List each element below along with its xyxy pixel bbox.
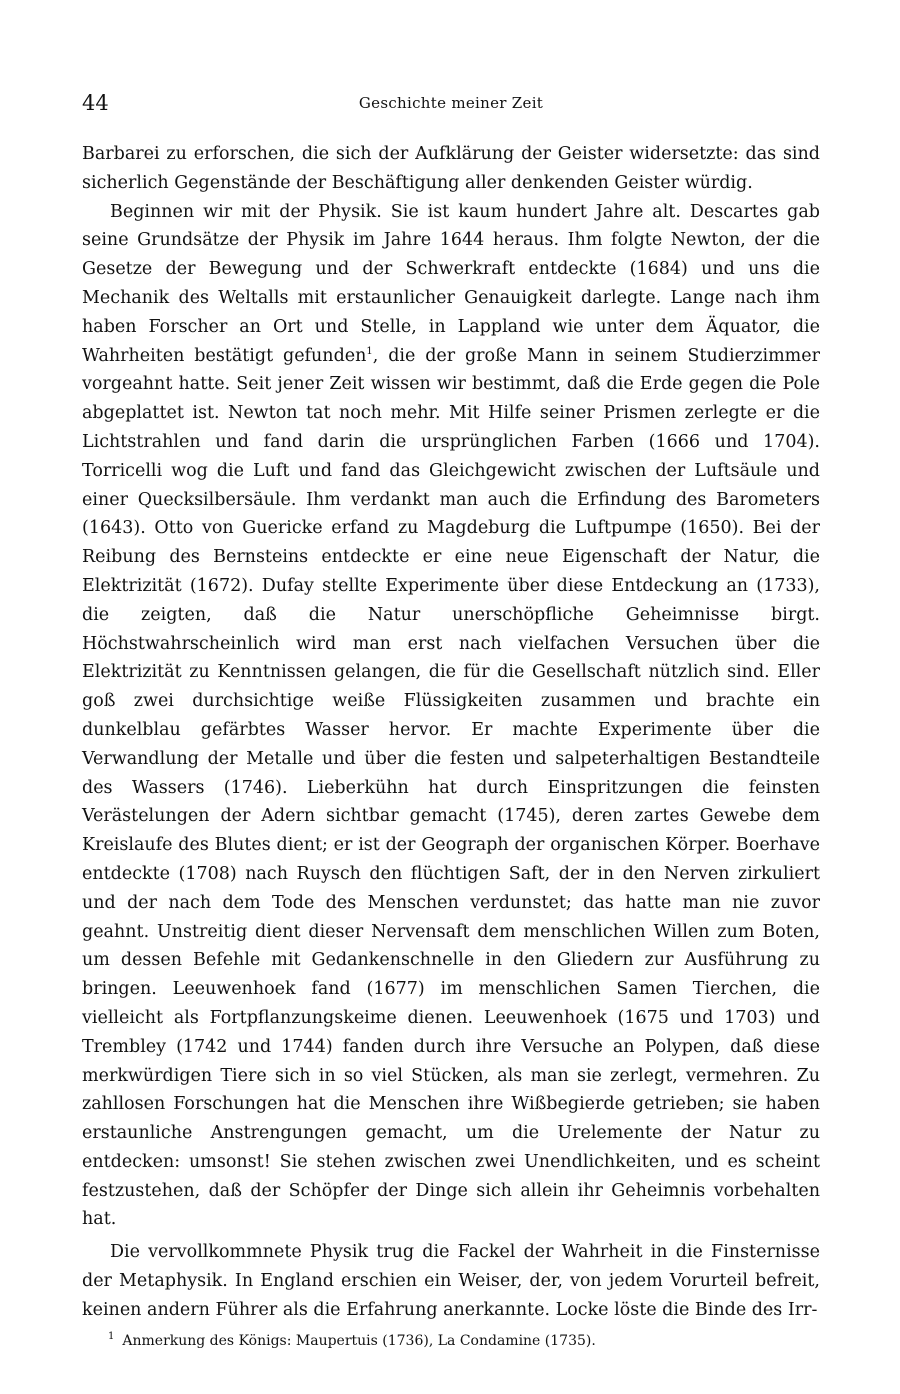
paragraph-continuation: Barbarei zu erforschen, die sich der Aufklärung der Geister widersetzte: das sind sicherlich Gegenstände der Beschäftigung aller denkenden Geister würdig. bbox=[82, 144, 820, 193]
footnote-marker: 1 bbox=[108, 1331, 115, 1343]
paragraph-physics bbox=[82, 198, 820, 1235]
running-title: Geschichte meiner Zeit bbox=[358, 94, 544, 112]
footnote-reference: 1 bbox=[366, 345, 373, 357]
running-head bbox=[82, 88, 820, 118]
page-number: 44 bbox=[82, 91, 109, 115]
paragraph-metaphysics: Die vervollkommnete Physik trug die Fackel der Wahrheit in die Finsternisse der Metaphysik. In England erschien ein Weiser, der, von jedem Vorurteil befreit, keinen andern Führer als die Erfahrung anerkannte. Locke löste die Binde des Irr- bbox=[82, 1242, 820, 1320]
paragraph-text-after-footnote: , die der große Mann in seinem Studierzimmer vorgeahnt hatte. Seit jener Zeit wissen wir bestimmt, daß die Erde gegen die Pole abgeplattet ist. Newton tat noch mehr. Mit Hilfe seiner Prismen zerlegte er die Lichtstrahlen und fand darin die ursprünglichen Farben (1666 und 1704). Torricelli wog die Luft und fand das Gleichgewicht zwischen der Luftsäule und einer Quecksilbersäule. Ihm verdankt man auch die Erfindung des Barometers (1643). Otto von Guericke erfand zu Magdeburg die Luftpumpe (1650). Bei der Reibung des Bernsteins entdeckte er eine neue Eigenschaft der Natur, die Elektrizität (1672). Dufay stellte Experimente über diese Entdeckung an (1733), die zeigten, daß die Natur unerschöpfliche Geheimnisse birgt. Höchstwahrscheinlich wird man erst nach vielfachen Versuchen über die Elektrizität zu Kenntnissen gelangen, die für die Gesellschaft nützlich sind. Eller goß zwei durchsichtige weiße Flüssigkeiten zusammen und brachte ein dunkelblau gefärbtes Wasser hervor. Er machte Experimente über die Verwandlung der Metalle und über die festen und salpeterhaltigen Bestandteile des Wassers (1746). Lieberkühn hat durch Einspritzungen die feinsten Verästelungen der Adern sichtbar gemacht (1745), deren zartes Gewebe dem Kreislaufe des Blutes dient; er ist der Geograph der organischen Körper. Boerhave entdeckte (1708) nach Ruysch den flüchtigen Saft, der in den Nerven zirkuliert und der nach dem Tode des Menschen verdunstet; das hatte man nie zuvor geahnt. Unstreitig dient dieser Nervensaft dem menschlichen Willen zum Boten, um dessen Befehle mit Gedankenschnelle in den Gliedern zur Ausführung zu bringen. Leeuwenhoek fand (1677) im menschlichen Samen Tierchen, die vielleicht als Fortpflanzungskeime dienen. Leeuwenhoek (1675 und 1703) und Trembley (1742 und 1744) fanden durch ihre Versuche an Polypen, daß diese merkwürdigen Tiere sich in so viel Stücken, als man sie zerlegt, vermehren. Zu zahllosen Forschungen hat die Menschen ihre Wißbegierde getrieben; sie haben erstaunliche Anstrengungen gemacht, um die Urelemente der Natur zu entdecken: umsonst! Sie stehen zwischen zwei Unendlichkeiten, und es scheint festzustehen, daß der Schöpfer der Dinge sich allein ihr Geheimnis vorbehalten hat. bbox=[82, 345, 820, 1230]
footnote-text: Anmerkung des Königs: Maupertuis (1736), La Condamine (1735). bbox=[122, 1333, 596, 1349]
paragraph-text-before-footnote: Beginnen wir mit der Physik. Sie ist kaum hundert Jahre alt. Descartes gab seine Grundsätze der Physik im Jahre 1644 heraus. Ihm folgte Newton, der die Gesetze der Bewegung und der Schwerkraft entdeckte (1684) und uns die Mechanik des Weltalls mit erstaunlicher Genauigkeit darlegte. Lange nach ihm haben Forscher an Ort und Stelle, in Lappland wie unter dem Äquator, die Wahrheiten bestätigt gefunden bbox=[82, 201, 820, 366]
body-text bbox=[82, 140, 820, 1325]
footnote bbox=[108, 1330, 820, 1352]
